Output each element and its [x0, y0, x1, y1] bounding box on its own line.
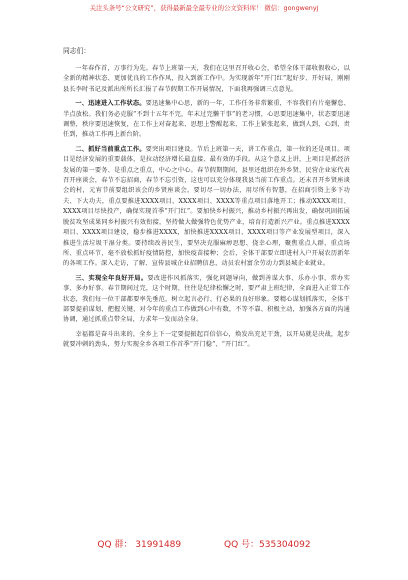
section-two: [63, 145, 350, 270]
promo-banner: 关注头条号“公文研究”，获得最新最全最专业的公文资料库！ 微信：gongwenyj: [89, 4, 319, 12]
qq-number-label: QQ 号：535304092: [224, 540, 311, 550]
section-two-title: 二、抓好当前重点工作。: [75, 145, 146, 153]
intro-paragraph: 一年春作首，万事行为先。春节上班第一天，我们在这里召开收心会，希望全体干部收假收心，以全新的精神状态、更加优良的工作作风，投入到新工作中。为实现新年“开门红”起好步、开好局，刚刚县长李时书记及派出所所长汇报了春节假期工作开展情况，下面我再强调三点意见。: [63, 65, 350, 93]
section-one-body: 要迅速集中心思，新的一年，工作任务非常繁重，不容我们有片毫懈怠、半点放松。我们务必克服“不到十五年不完，年末过完懒干事”的老习惯，心思要迅速集中，状态要迅速调整，秩序要迅速恢复，在工作上对奋起来、思想上警醒起来、工作上紧张起来，做到人到、心到、责任到，推动工作再上新台阶。: [63, 100, 350, 139]
closing-body: 幸福都是奋斗出来的，全乡上下一定要提振起百倍信心，焕发出充足干劲，以开局就是决战，起步就要冲刺的劲头，努力实现全乡各项工作首季“开门稳”、“开门红”。: [63, 330, 350, 349]
contact-footer: [0, 537, 408, 550]
section-three-title: 三、实现全年良好开局。: [75, 274, 148, 282]
section-one: [63, 99, 350, 141]
document-page: [63, 20, 350, 355]
section-one-title: 一、迅速进入工作状态。: [75, 100, 146, 108]
section-three: [63, 274, 350, 326]
section-three-body: 要改进作风抓落实，强化问题导向，做到善谋大事、乐办小事、常办实事、多办好事。春节期间过完，这个时期，往往是纪律松懈之时，要严肃上班纪律，全面进入正常工作状态，我们每一位干部都要率先垂范，树立起言必行、行必果的良好形象。要精心谋划抓落实，全体干部要提前谋划，把握关键，对今年的重点工作做到心中有数，不等不靠、积极主动，加强各方面的沟通协调，通过抓重点带全局，力求年一发而动全身。: [63, 274, 350, 324]
greeting: 同志们：: [63, 47, 91, 55]
section-two-body: 要突出项目建设。节后上班第一天，讲工作重点，第一位的还是项目。项目是经济发展的重要载体，是拉动经济增长最直接、最有效的手段。从这个意义上讲，上项目是抓经济发展的第一要务、是重点之重点，中心之中心。春节假期期间，县里还组织在外乡贤、民营企业家代表召开座谈会，春节不忘招商，春节不忘引资，这也可以充分体现我县当前工作重点。还未召开乡贤座谈会的村，元宵节前要组织该会的乡贤座谈会。要切尽一切办法，用尽所有智慧，在招商引资上多下功夫、下大功夫，重点要推进XXXX项目、XXXX项目、XXXX等重点项目落地开工；推动XXXX项目、XXXX项目尽快投产，确保实现首季“开门红”。要加快乡村振兴，推动乡村振兴再出发，确保巩固拓展脱贫攻坚成果同乡村振兴有效衔接，坚持做大做强特色优势产业，培育打造新兴产业。重点推进XXXX项目、XXXX项目建设，稳步推进XXXX，加快推进XXXX项目、XXXX项目等产业发展型项目，深入推进生活垃圾干湿分类。要持续改善民生，要坚决克服麻痹思想、侥幸心理，聚焦重点人群、重点场所、重点环节，毫不放松抓好疫情防控，加快疫苗接种；会后，全体干部要立即进村入户开展农历新年的各项工作。深入走访，了解、宣传县城企业招聘信息，动员农村富余劳动力到县城企业就业。: [63, 145, 350, 268]
qq-group-label: QQ 群： 31991489: [97, 540, 182, 550]
closing-paragraph: [63, 330, 350, 351]
